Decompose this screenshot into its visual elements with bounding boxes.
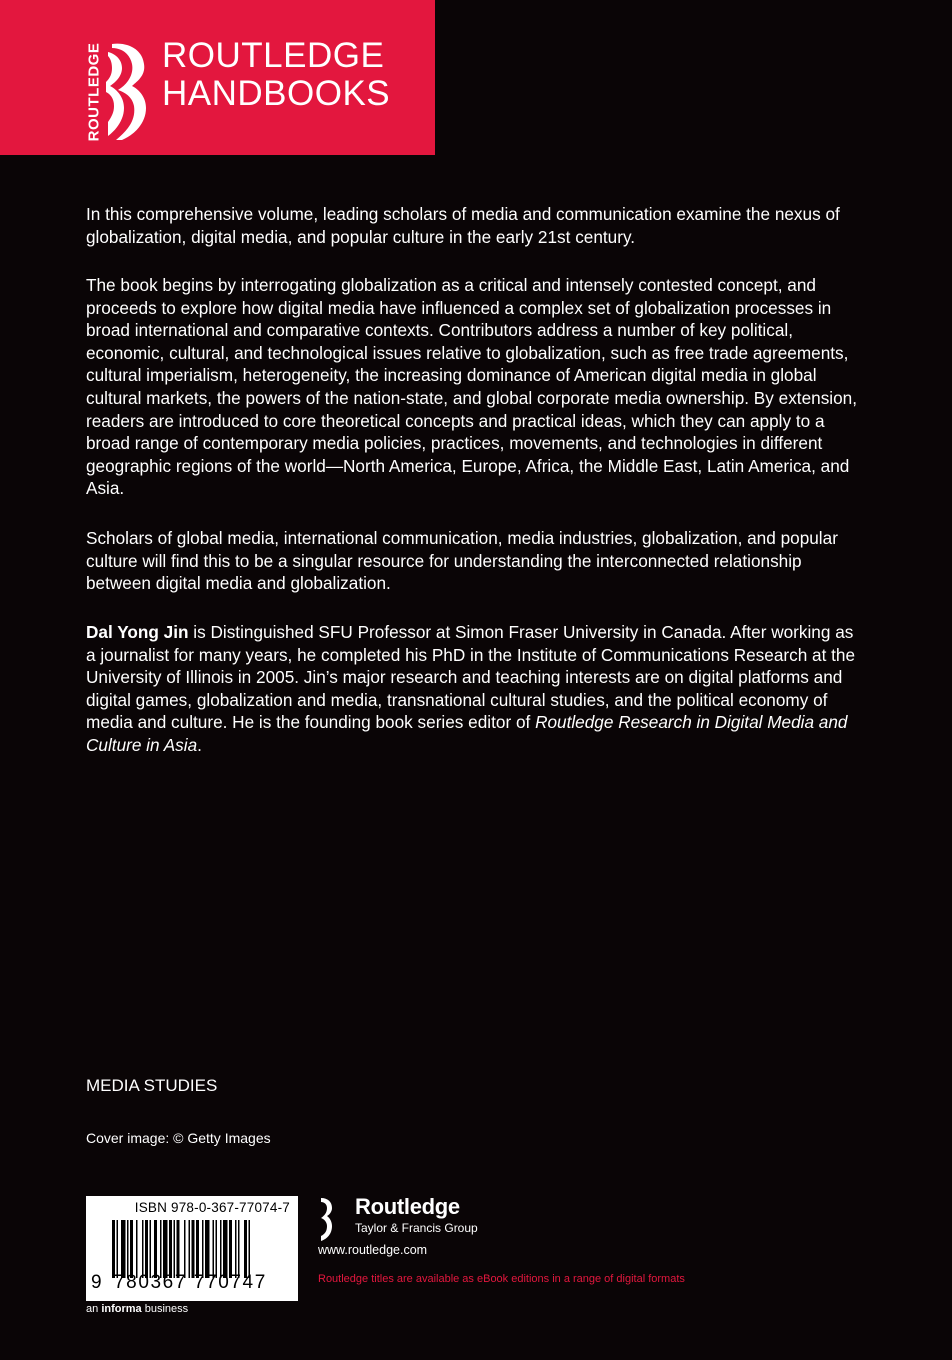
barcode-bar — [121, 1220, 126, 1278]
barcode-bar — [220, 1220, 222, 1278]
ebook-note: Routledge titles are available as eBook editions in a range of digital formats — [318, 1273, 685, 1285]
routledge-publisher-logo-icon — [318, 1196, 334, 1242]
description-paragraph-1: In this comprehensive volume, leading scholars of media and communication examine the nexus of globalization, digital media, and popular culture in the early 21st century. — [86, 204, 840, 247]
barcode-bar — [169, 1220, 172, 1278]
description-paragraph-2: The book begins by interrogating globalization as a critical and intensely contested concept, and proceeds to explore how digital media have influenced a complex set of globalization processes in broad international and comparative contexts. Contributors address a number of key political, economic, cultural, and technological issues relative to globalization, such as free trade agreements, cultural imperialism, heterogeneity, the increasing dominance of American digital media in global cultural markets, the powers of the nation-state, and global corporate media ownership. By extension, readers are introduced to core theoretical concepts and practical ideas, which they can apply to a broad range of contemporary media policies, practices, movements, and technologies in different geographic regions of the world—North America, Europe, Africa, the Middle East, Latin America, and Asia. — [86, 275, 857, 499]
barcode-bar — [154, 1220, 157, 1278]
informa-business-tag: an informa business — [86, 1303, 189, 1315]
brand-banner — [0, 0, 435, 155]
barcode-bar — [229, 1220, 232, 1278]
barcode-bar — [202, 1220, 204, 1278]
barcode-bar — [196, 1220, 199, 1278]
barcode-bar — [112, 1220, 115, 1278]
barcode-bar — [205, 1220, 210, 1278]
subject-category: MEDIA STUDIES — [86, 1076, 218, 1095]
isbn-barcode-box — [86, 1196, 298, 1301]
barcode-bar — [184, 1220, 186, 1278]
profile-faces-icon — [106, 42, 152, 142]
barcode-bar — [223, 1220, 228, 1278]
brand-title-line1: ROUTLEDGE — [162, 36, 385, 75]
barcode — [112, 1220, 292, 1278]
barcode-bar — [130, 1220, 133, 1278]
barcode-bar — [189, 1220, 191, 1278]
barcode-bar — [117, 1220, 119, 1278]
barcode-bar — [174, 1220, 176, 1278]
cover-credit: Cover image: © Getty Images — [86, 1130, 271, 1146]
isbn-first-digit: 9 — [91, 1272, 102, 1293]
barcode-bar — [249, 1220, 251, 1278]
barcode-bar — [163, 1220, 168, 1278]
barcode-bar — [192, 1220, 195, 1278]
barcode-bar — [142, 1220, 144, 1278]
barcode-bar — [216, 1220, 218, 1278]
routledge-vertical-logo: ROUTLEDGE — [85, 42, 103, 142]
barcode-bar — [160, 1220, 162, 1278]
barcode-bar — [213, 1220, 215, 1278]
isbn-digits: 780367 770747 — [114, 1272, 267, 1293]
barcode-bar — [136, 1220, 138, 1278]
description-paragraph-3: Scholars of global media, international communication, media industries, globalization, and popular culture will find this to be a singular resource for understanding the interconnected relationship between digital media and globalization. — [86, 528, 838, 594]
barcode-bar — [235, 1220, 237, 1278]
publisher-group: Taylor & Francis Group — [355, 1221, 478, 1235]
barcode-bar — [244, 1220, 247, 1278]
publisher-url[interactable]: www.routledge.com — [318, 1243, 428, 1257]
barcode-bar — [177, 1220, 180, 1278]
series-title: Routledge Research in Digital Media and Culture in Asia — [86, 712, 848, 755]
brand-title-line2: HANDBOOKS — [162, 74, 391, 113]
publisher-name: Routledge — [355, 1194, 460, 1219]
barcode-bar — [150, 1220, 152, 1278]
barcode-bar — [238, 1220, 240, 1278]
barcode-bar — [127, 1220, 129, 1278]
author-bio-end: . — [197, 734, 202, 755]
author-bio — [86, 621, 866, 757]
barcode-bar — [145, 1220, 148, 1278]
isbn-label: ISBN 978-0-367-77074-7 — [134, 1200, 290, 1215]
author-name: Dal Yong Jin — [86, 622, 189, 642]
author-bio-text: is Distinguished SFU Professor at Simon Fraser University in Canada. After working as a journalist for many years, he completed his PhD in the Institute of Communications Research at the University of Illinois in 2005. Jin’s major research and teaching interests are on digital platforms and digital games, globalization and media, transnational cultural studies, and the political economy of media and culture. He is the founding book series editor of — [86, 622, 856, 733]
